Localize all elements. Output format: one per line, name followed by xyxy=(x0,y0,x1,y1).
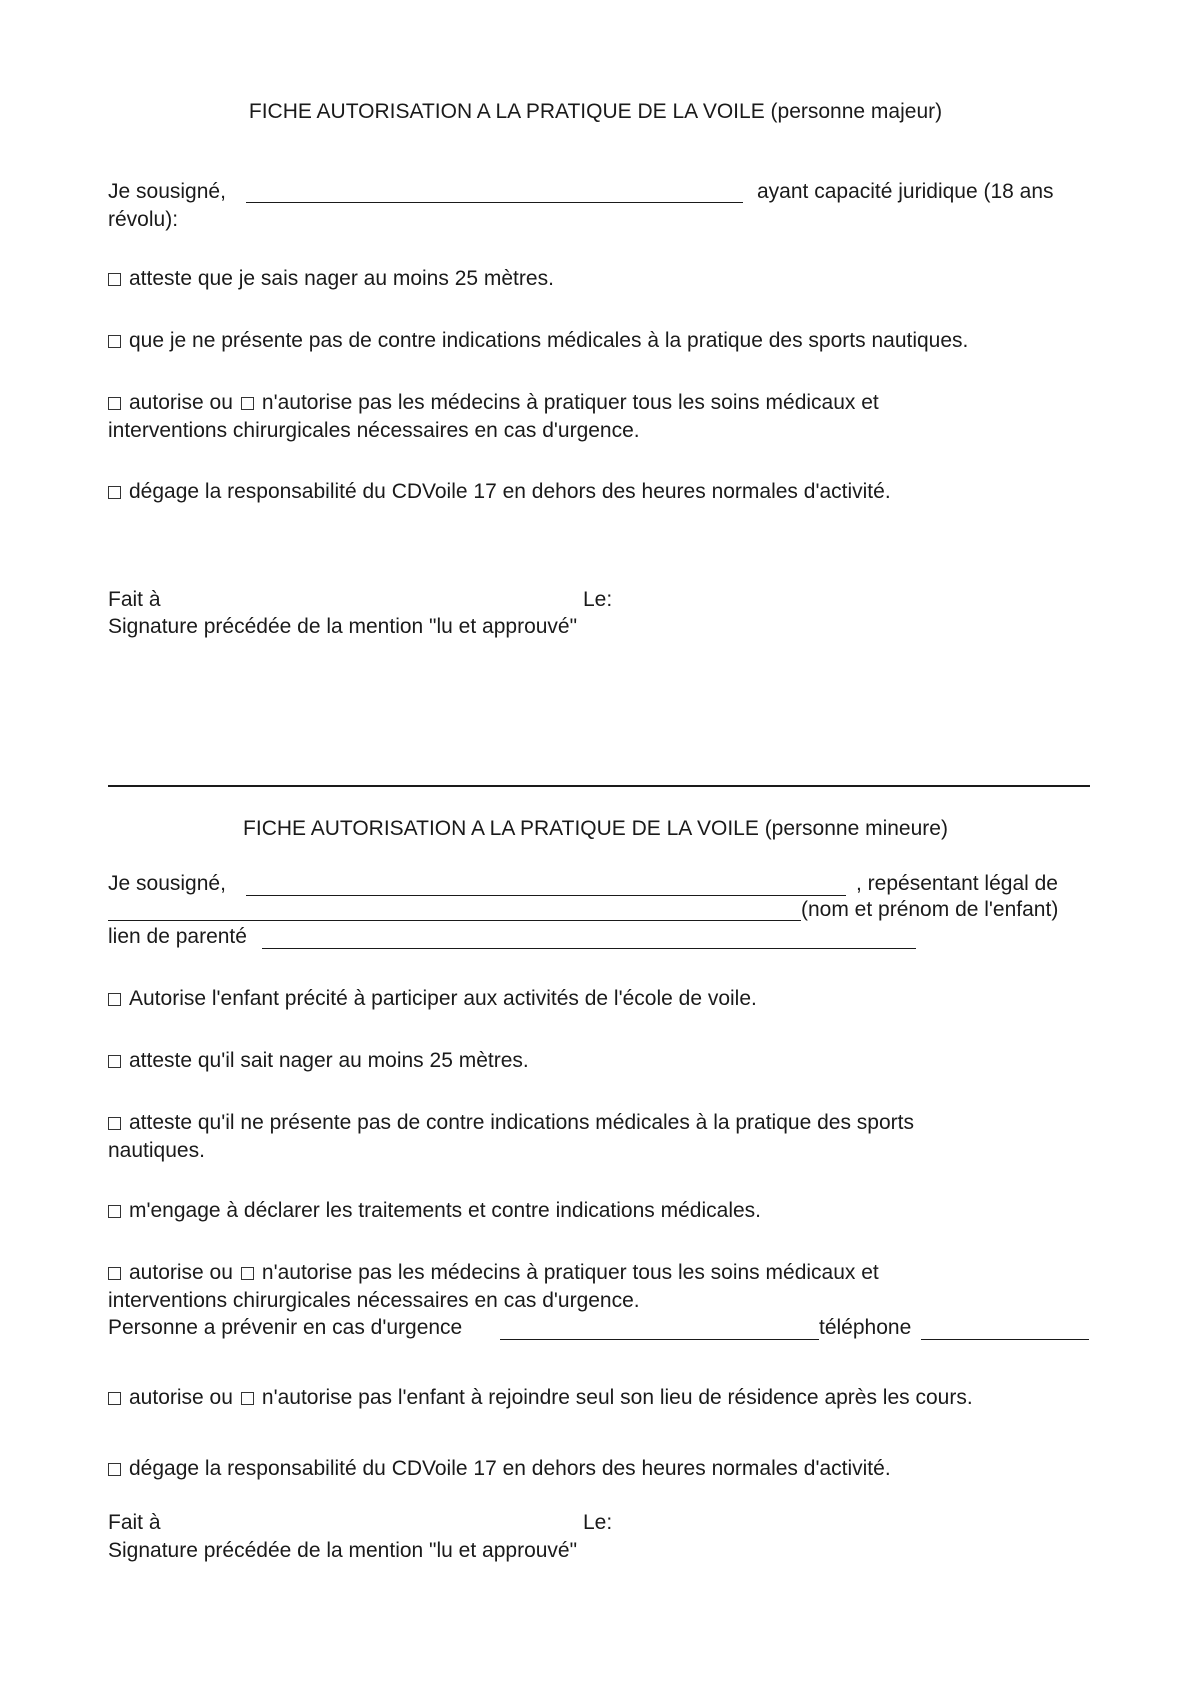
autorise-rest-label: n'autorise pas les médecins à pratiquer tous les soins médicaux et xyxy=(261,391,879,414)
checkbox-medical-mineur[interactable] xyxy=(108,1117,121,1130)
autorise-line2: interventions chirurgicales nécessaires en cas d'urgence. xyxy=(108,419,640,442)
checkbox-nager-mineur[interactable] xyxy=(108,1055,121,1068)
name-field-mineur[interactable] xyxy=(246,895,846,896)
nager-label: atteste que je sais nager au moins 25 mètres. xyxy=(129,267,554,290)
checkbox-row-autorise-mineur xyxy=(108,1259,879,1287)
engage-label: m'engage à déclarer les traitements et contre indications médicales. xyxy=(129,1199,761,1222)
checkbox-row-medical-majeur xyxy=(108,327,968,355)
checkbox-nager-majeur[interactable] xyxy=(108,273,121,286)
degage-label: dégage la responsabilité du CDVoile 17 en dehors des heures normales d'activité. xyxy=(129,480,891,503)
fait-a-label: Fait à xyxy=(108,588,161,611)
checkbox-autorise-mineur[interactable] xyxy=(108,1267,121,1280)
checkbox-autorise-majeur[interactable] xyxy=(108,397,121,410)
autorise-mineur-rest-label: n'autorise pas les médecins à pratiquer tous les soins médicaux et xyxy=(261,1261,879,1284)
checkbox-row-degage-majeur xyxy=(108,478,891,506)
form-title-mineur: FICHE AUTORISATION A LA PRATIQUE DE LA VOILE (personne mineure) xyxy=(243,817,948,840)
le-mineur-label: Le: xyxy=(583,1511,613,1534)
checkbox-row-nager-majeur xyxy=(108,265,554,293)
checkbox-autorise-rejoindre[interactable] xyxy=(108,1392,121,1405)
lien-label: lien de parenté xyxy=(108,925,247,948)
checkbox-row-autorise-enfant xyxy=(108,985,757,1013)
signature-mineur-label: Signature précédée de la mention "lu et approuvé" xyxy=(108,1539,578,1562)
fait-a-mineur-label: Fait à xyxy=(108,1511,161,1534)
rejoindre-label: autorise ou xyxy=(129,1386,233,1409)
checkbox-row-engage xyxy=(108,1197,761,1225)
je-soussigne-label: Je sousigné, xyxy=(108,180,226,203)
checkbox-nautorise-mineur[interactable] xyxy=(241,1267,254,1280)
checkbox-degage-majeur[interactable] xyxy=(108,486,121,499)
emergency-contact-field[interactable] xyxy=(500,1339,819,1340)
checkbox-autorise-enfant[interactable] xyxy=(108,993,121,1006)
checkbox-engage[interactable] xyxy=(108,1205,121,1218)
autorise-mineur-label: autorise ou xyxy=(129,1261,233,1284)
checkbox-row-medical-mineur xyxy=(108,1109,914,1137)
revolu-label: révolu): xyxy=(108,208,179,231)
je-soussigne-label-mineur: Je sousigné, xyxy=(108,872,226,895)
autorise-mineur-line2: interventions chirurgicales nécessaires en cas d'urgence. xyxy=(108,1289,640,1312)
medical-mineur-line2: nautiques. xyxy=(108,1139,205,1162)
capacite-label: ayant capacité juridique (18 ans xyxy=(757,180,1054,203)
form-title-majeur: FICHE AUTORISATION A LA PRATIQUE DE LA VOILE (personne majeur) xyxy=(248,100,943,123)
name-field-majeur[interactable] xyxy=(246,202,743,203)
section-divider xyxy=(108,785,1090,787)
checkbox-degage-mineur[interactable] xyxy=(108,1463,121,1476)
nom-enfant-label: (nom et prénom de l'enfant) xyxy=(801,898,1059,921)
representant-label: , repésentant légal de xyxy=(856,872,1058,895)
child-name-field[interactable] xyxy=(108,920,801,921)
telephone-field[interactable] xyxy=(921,1339,1089,1340)
autorise-enfant-label: Autorise l'enfant précité à participer aux activités de l'école de voile. xyxy=(129,987,757,1010)
checkbox-row-degage-mineur xyxy=(108,1455,891,1483)
medical-mineur-label: atteste qu'il ne présente pas de contre indications médicales à la pratique des sports xyxy=(129,1111,914,1134)
checkbox-nautorise-rejoindre[interactable] xyxy=(241,1392,254,1405)
nager-mineur-label: atteste qu'il sait nager au moins 25 mètres. xyxy=(129,1049,529,1072)
signature-label: Signature précédée de la mention "lu et approuvé" xyxy=(108,615,578,638)
checkbox-row-nager-mineur xyxy=(108,1047,529,1075)
checkbox-row-rejoindre xyxy=(108,1384,973,1412)
le-label: Le: xyxy=(583,588,613,611)
checkbox-nautorise-majeur[interactable] xyxy=(241,397,254,410)
telephone-label: téléphone xyxy=(819,1316,912,1339)
degage-mineur-label: dégage la responsabilité du CDVoile 17 en dehors des heures normales d'activité. xyxy=(129,1457,891,1480)
lien-field[interactable] xyxy=(262,948,916,949)
checkbox-medical-majeur[interactable] xyxy=(108,335,121,348)
personne-label: Personne a prévenir en cas d'urgence xyxy=(108,1316,463,1339)
checkbox-row-autorise-majeur xyxy=(108,389,879,417)
medical-label: que je ne présente pas de contre indications médicales à la pratique des sports nautiques. xyxy=(129,329,969,352)
autorise-label: autorise ou xyxy=(129,391,233,414)
rejoindre-rest-label: n'autorise pas l'enfant à rejoindre seul son lieu de résidence après les cours. xyxy=(261,1386,973,1409)
